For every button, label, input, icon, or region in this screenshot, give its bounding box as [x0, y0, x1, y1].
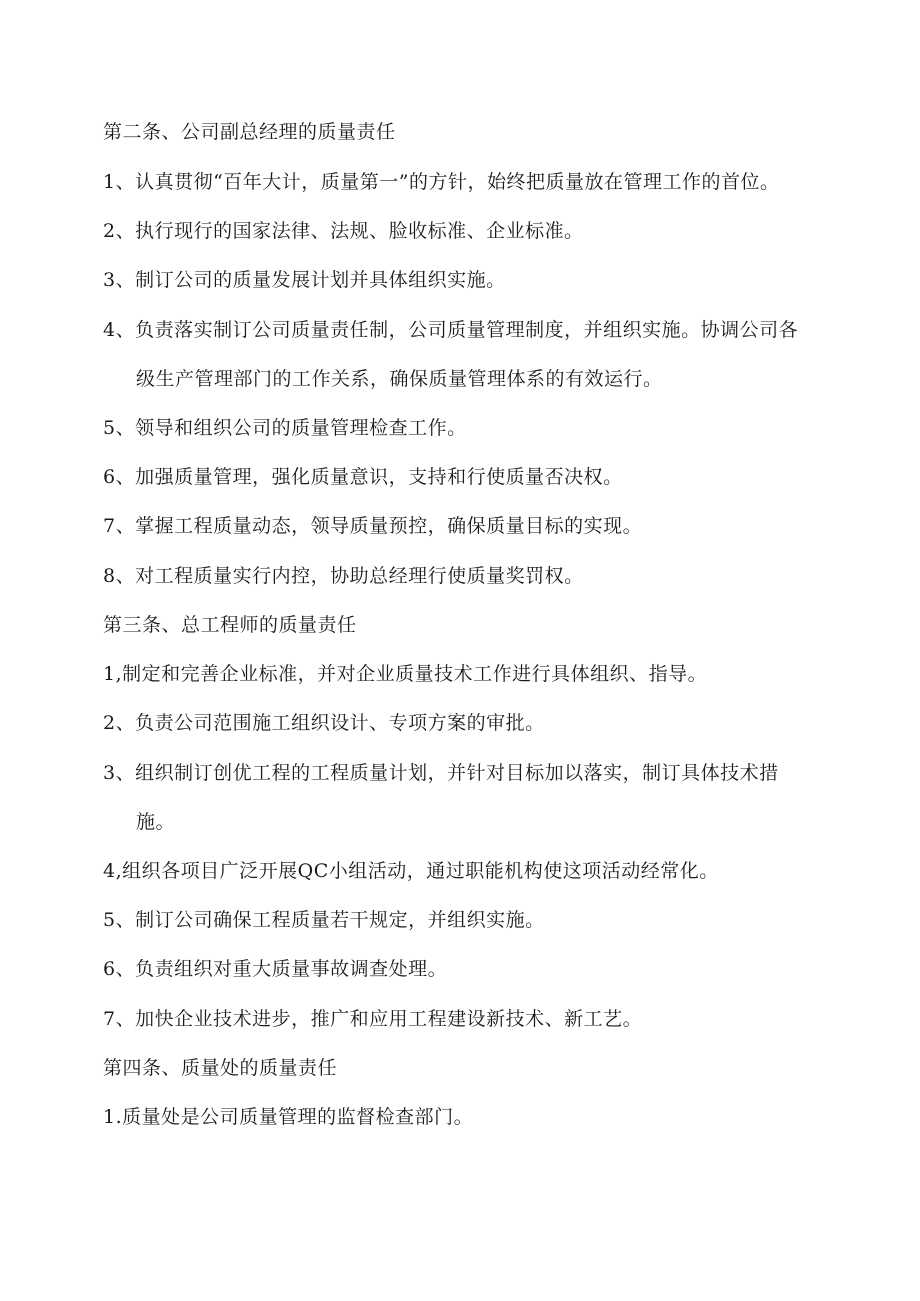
- section-heading-article-3: 第三条、总工程师的质量责任: [103, 614, 357, 636]
- paragraph-item-8: 8、对工程质量实行内控，协助总经理行使质量奖罚权。: [103, 565, 584, 587]
- paragraph-item-1: 1、认真贯彻“百年大计，质量第一”的方针，始终把质量放在管理工作的首位。: [103, 171, 780, 193]
- paragraph-item-4: 4,组织各项目广泛开展QC小组活动，通过职能机构使这项活动经常化。: [103, 860, 719, 882]
- paragraph-item-3: 3、组织制订创优工程的工程质量计划，并针对目标加以落实，制订具体技术措: [103, 762, 779, 784]
- paragraph-item-7: 7、加快企业技术进步，推广和应用工程建设新技术、新工艺。: [103, 1008, 643, 1030]
- paragraph-item-2: 2、负责公司范围施工组织设计、专项方案的审批。: [103, 712, 545, 734]
- paragraph-item-2: 2、执行现行的国家法律、法规、脸收标准、企业标准。: [103, 220, 584, 242]
- paragraph-item-1: 1.质量处是公司质量管理的监督检查部门。: [103, 1106, 474, 1128]
- paragraph-item-7: 7、掌握工程质量动态，领导质量预控，确保质量目标的实现。: [103, 515, 643, 537]
- paragraph-item-6: 6、加强质量管理，强化质量意识，支持和行使质量否决权。: [103, 466, 623, 488]
- paragraph-item-5: 5、领导和组织公司的质量管理检查工作。: [103, 417, 467, 439]
- paragraph-item-4: 4、负责落实制订公司质量责任制，公司质量管理制度，并组织实施。协调公司各: [103, 319, 799, 341]
- paragraph-item-3: 3、制订公司的质量发展计划并具体组织实施。: [103, 269, 506, 291]
- paragraph-item-3-continued: 施。: [136, 811, 176, 833]
- section-heading-article-2: 第二条、公司副总经理的质量责任: [103, 121, 396, 143]
- paragraph-item-1: 1,制定和完善企业标准，并对企业质量技术工作进行具体组织、指导。: [103, 663, 708, 685]
- paragraph-item-4-continued: 级生产管理部门的工作关系，确保质量管理体系的有效运行。: [136, 368, 663, 390]
- paragraph-item-5: 5、制订公司确保工程质量若干规定，并组织实施。: [103, 909, 545, 931]
- section-heading-article-4: 第四条、质量处的质量责任: [103, 1057, 338, 1079]
- paragraph-item-6: 6、负责组织对重大质量事故调查处理。: [103, 958, 448, 980]
